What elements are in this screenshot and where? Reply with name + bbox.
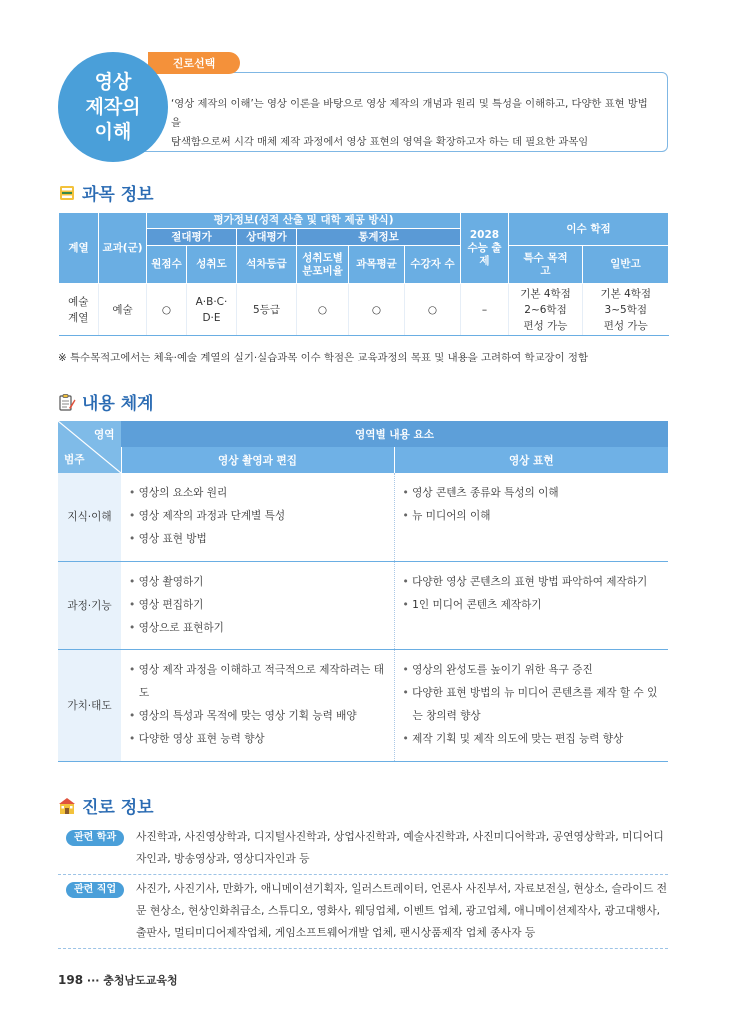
content-cell [121,649,394,761]
th-series: 계열 [59,213,99,284]
list-item: • 다양한 영상 콘텐츠의 표현 방법 파악하여 제작하기 [403,571,661,594]
th-achievement: 성취도 [187,246,237,284]
section-title-text: 내용 체계 [82,394,154,414]
cell-count: ○ [405,284,461,336]
th-absolute: 절대평가 [147,229,237,246]
list-item: • 영상의 요소와 원리 [129,482,386,505]
related-dept-text: 사진학과, 사진영상학과, 디지털사진학과, 상업사진학과, 예술사진학과, 사진미디어학과, 공연영상학과, 미디어디자인과, 방송영상과, 영상디자인과 등 [58,826,668,875]
credit-line: 2~6학점 [524,303,567,316]
category-tag: 진로선택 [148,52,240,74]
content-cell [394,473,668,561]
list-item: • 영상 제작의 과정과 단계별 특성 [129,505,386,528]
th-col-filming-editing: 영상 촬영과 편집 [121,447,394,473]
book-icon [58,184,76,202]
list-item: • 영상의 특성과 목적에 맞는 영상 기획 능력 배양 [129,705,386,728]
th-credits: 이수 학점 [509,213,669,246]
cell-achievement [187,284,237,336]
list-item: • 제작 기획 및 제작 의도에 맞는 편집 능력 향상 [403,728,661,751]
content-cell [394,649,668,761]
cell-average: ○ [349,284,405,336]
achievement-line: A·B·C· [195,295,228,308]
list-item: • 영상 제작 과정을 이해하고 적극적으로 제작하려는 태도 [129,659,386,705]
th-count: 수강자 수 [405,246,461,284]
subject-title-circle [58,52,168,162]
th-subject: 교과(군) [99,213,147,284]
related-dept-badge: 관련 학과 [66,830,124,846]
category-knowledge: 지식·이해 [58,473,121,561]
section-title-career-info [58,793,154,818]
section-title-content-system [58,389,154,414]
credit-line: 3~5학점 [604,303,647,316]
clipboard-pencil-icon [58,393,76,411]
section-title-text: 진로 정보 [82,798,154,818]
credit-line: 편성 가능 [523,319,568,332]
table-row [58,473,668,561]
cell-series: 예술 계열 [59,284,99,336]
section-title-text: 과목 정보 [82,185,154,205]
corner-area-label: 영역 [94,429,115,441]
credit-line: 편성 가능 [603,319,648,332]
subject-intro-box [118,72,668,152]
corner-category-label: 범주 [64,454,85,466]
related-job-badge: 관련 직업 [66,882,124,898]
cell-csat: – [461,284,509,336]
list-item: • 다양한 영상 표현 능력 향상 [129,728,386,751]
th-general: 일반고 [583,246,669,284]
th-stats: 통계정보 [297,229,461,246]
list-item: • 다양한 표현 방법의 뉴 미디어 콘텐츠를 제작 할 수 있는 창의력 향상 [403,682,661,728]
th-col-expression: 영상 표현 [394,447,668,473]
cell-subject: 예술 [99,284,147,336]
list-item: • 뉴 미디어의 이해 [403,505,661,528]
intro-line: 탐색함으로써 시각 매체 제작 과정에서 영상 표현의 영역을 확장하고자 하는 데 필요한 과목임 [171,136,589,148]
school-icon [58,797,76,815]
th-eval-info: 평가정보(성적 산출 및 대학 제공 방식) [147,213,461,229]
table-corner-header [58,421,121,473]
page-number: 198 [58,973,84,987]
footer-org: 충청남도교육청 [103,974,178,987]
content-cell [394,561,668,649]
th-average: 과목평균 [349,246,405,284]
category-value: 가치·태도 [58,649,121,761]
footer-dots: ··· [86,974,100,987]
list-item: • 영상으로 표현하기 [129,617,386,640]
table-row [58,561,668,649]
cell-raw: ○ [147,284,187,336]
subject-title-line: 이해 [94,120,132,143]
subject-title-line: 영상 [94,70,132,93]
th-special: 특수 목적고 [509,246,583,284]
footnote: ※ 특수목적고에서는 체육·예술 계열의 실기·실습과목 이수 학점은 교육과정의 목표 및 내용을 고려하여 학교장이 정함 [58,352,589,364]
subject-title-line: 제작의 [85,95,141,118]
related-jobs [58,878,668,949]
content-cell [121,473,394,561]
related-job-text: 사진가, 사진기사, 만화가, 애니메이션기획자, 일러스트레이터, 언론사 사진부서, 자료보전실, 현상소, 슬라이드 전문 현상소, 현상인화취급소, 스튜디오, 영화사, 웨딩업체, 이벤트 업체, 광고업체, 애니메이션제작사, 광고대행사, 출판사, 멀티미디어제작업체, 게임소프트웨어개발 업체, 팬시상품제작 업체 종사자 등 [58,878,668,949]
cell-special [509,284,583,336]
cell-distribution: ○ [297,284,349,336]
page-footer [58,972,178,988]
cell-rank: 5등급 [237,284,297,336]
intro-line: ‘영상 제작의 이해’는 영상 이론을 바탕으로 영상 제작의 개념과 원리 및 특성을 이해하고, 다양한 표현 방법을 [171,98,648,129]
th-distribution: 성취도별 분포비율 [297,246,349,284]
th-content-elements: 영역별 내용 요소 [121,421,668,447]
section-title-subject-info [58,180,154,205]
list-item: • 영상 촬영하기 [129,571,386,594]
list-item: • 영상 표현 방법 [129,528,386,551]
table-row [58,649,668,761]
th-relative: 상대평가 [237,229,297,246]
credit-line: 기본 4학점 [520,287,571,300]
content-cell [121,561,394,649]
th-rank: 석차등급 [237,246,297,284]
list-item: • 1인 미디어 콘텐츠 제작하기 [403,594,661,617]
subject-info-table [58,212,669,336]
list-item: • 영상 편집하기 [129,594,386,617]
achievement-line: D·E [202,311,221,324]
th-csat: 2028 수능 출제 [461,213,509,284]
credit-line: 기본 4학점 [600,287,652,300]
list-item: • 영상 콘텐츠 종류와 특성의 이해 [403,482,661,505]
cell-general [583,284,669,336]
content-system-table [58,421,668,762]
th-raw-score: 원점수 [147,246,187,284]
list-item: • 영상의 완성도를 높이기 위한 욕구 증진 [403,659,661,682]
category-process: 과정·기능 [58,561,121,649]
table-row [59,284,669,336]
related-departments [58,826,668,875]
